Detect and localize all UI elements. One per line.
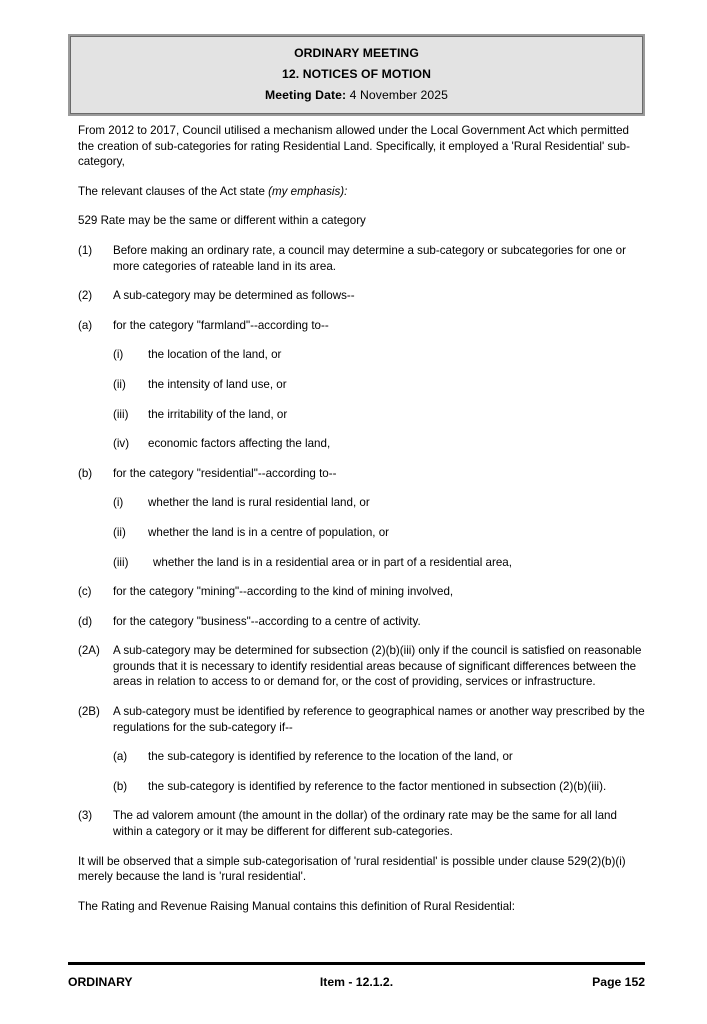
meeting-title: ORDINARY MEETING [294, 46, 419, 60]
intro-paragraph: From 2012 to 2017, Council utilised a mechanism allowed under the Local Government Act which permitted the creation of sub-categories for rating Residential Land. Specifically, it employed a 'Rural Residential' sub-category, [78, 124, 630, 169]
clause-row [113, 525, 646, 541]
clause-marker: (iv) [113, 437, 130, 451]
clause-marker: (1) [78, 243, 93, 257]
clause-marker: (ii) [113, 525, 126, 539]
section-heading: 529 Rate may be the same or different within a category [78, 214, 366, 228]
clause-text: for the category "residential"--according to-- [113, 466, 337, 480]
clause-text: for the category "mining"--according to the kind of mining involved, [113, 585, 454, 599]
meeting-header-box [68, 34, 645, 116]
clause-text: the sub-category is identified by reference to the location of the land, or [148, 750, 513, 764]
clause-row [113, 377, 646, 393]
clause-row [78, 584, 646, 600]
clause-row [113, 407, 646, 423]
clause-marker: (2A) [78, 644, 100, 658]
clause-text: for the category "business"--according to a centre of activity. [113, 614, 421, 628]
footer-page-number: Page 152 [592, 975, 646, 989]
clause-row [113, 749, 646, 765]
meeting-date-label: Meeting Date: [264, 88, 347, 102]
clause-marker: (b) [78, 466, 93, 480]
clause-marker: (d) [78, 614, 93, 628]
clause-row [113, 495, 646, 511]
clause-text: the sub-category is identified by reference to the factor mentioned in subsection (2)(b)(iii). [148, 779, 607, 793]
clause-marker: (2) [78, 289, 93, 303]
clause-marker: (a) [113, 750, 128, 764]
clause-text: whether the land is in a centre of population, or [148, 525, 390, 539]
clause-text: A sub-category may be determined for subsection (2)(b)(iii) only if the council is satisfied on reasonable grounds that it is necessary to identify residential areas because of significant differences between the areas in relation to access to or demand for, or the cost of providing, services or infrastructure. [113, 644, 642, 689]
clause-marker: (iii) [113, 555, 129, 569]
clause-marker: (3) [78, 809, 93, 823]
footer-row [68, 975, 645, 989]
clause-row [113, 779, 646, 795]
footer-item-number: Item - 12.1.2. [319, 975, 394, 989]
clause-marker: (c) [78, 585, 92, 599]
agenda-section-title: 12. NOTICES OF MOTION [281, 67, 432, 81]
relevant-clauses-paragraph [78, 184, 646, 200]
closing-paragraph-1: It will be observed that a simple sub-categorisation of 'rural residential' is possible under clause 529(2)(b)(i) merely because the land is 'rural residential'. [78, 854, 626, 884]
footer-divider [68, 962, 645, 965]
clause-marker: (i) [113, 348, 124, 362]
clause-text: the location of the land, or [148, 348, 282, 362]
document-body [78, 123, 646, 928]
clause-marker: (2B) [78, 705, 100, 719]
closing-paragraph-2: The Rating and Revenue Raising Manual contains this definition of Rural Residential: [78, 899, 515, 913]
clause-text: The ad valorem amount (the amount in the dollar) of the ordinary rate may be the same for all land within a category or it may be different for different sub-categories. [113, 809, 617, 839]
clause-row [113, 555, 646, 571]
clause-text: economic factors affecting the land, [148, 437, 331, 451]
clause-row [78, 318, 646, 334]
clause-marker: (b) [113, 779, 128, 793]
page-footer [68, 962, 645, 989]
clause-row [78, 704, 646, 735]
clause-text: for the category "farmland"--according to-- [113, 318, 329, 332]
meeting-date-value: 4 November 2025 [346, 88, 449, 102]
clause-row [113, 347, 646, 363]
clause-row [78, 243, 646, 274]
clause-row [78, 614, 646, 630]
clause-marker: (ii) [113, 377, 126, 391]
clause-row [78, 808, 646, 839]
clause-text: A sub-category must be identified by reference to geographical names or another way prescribed by the regulations for the sub-category if-- [113, 705, 645, 734]
clause-row [78, 288, 646, 304]
relevant-clauses-emphasis: (my emphasis): [268, 184, 348, 198]
clause-row [113, 436, 646, 452]
clause-marker: (i) [113, 496, 124, 510]
clause-text: whether the land is rural residential land, or [148, 496, 370, 510]
clause-text: A sub-category may be determined as follows-- [113, 289, 355, 303]
clause-text: the irritability of the land, or [148, 407, 288, 421]
clause-marker: (a) [78, 318, 93, 332]
footer-meeting-type: ORDINARY [68, 975, 133, 989]
clause-row [78, 466, 646, 482]
clause-text: whether the land is in a residential area or in part of a residential area, [153, 555, 512, 569]
clause-row [78, 643, 646, 690]
clause-marker: (iii) [113, 407, 129, 421]
clause-text: Before making an ordinary rate, a council may determine a sub-category or subcategories for one or more categories of rateable land in its area. [113, 243, 626, 273]
relevant-clauses-lead: The relevant clauses of the Act state [78, 184, 269, 198]
clause-text: the intensity of land use, or [148, 377, 287, 391]
meeting-date-line [70, 85, 643, 106]
